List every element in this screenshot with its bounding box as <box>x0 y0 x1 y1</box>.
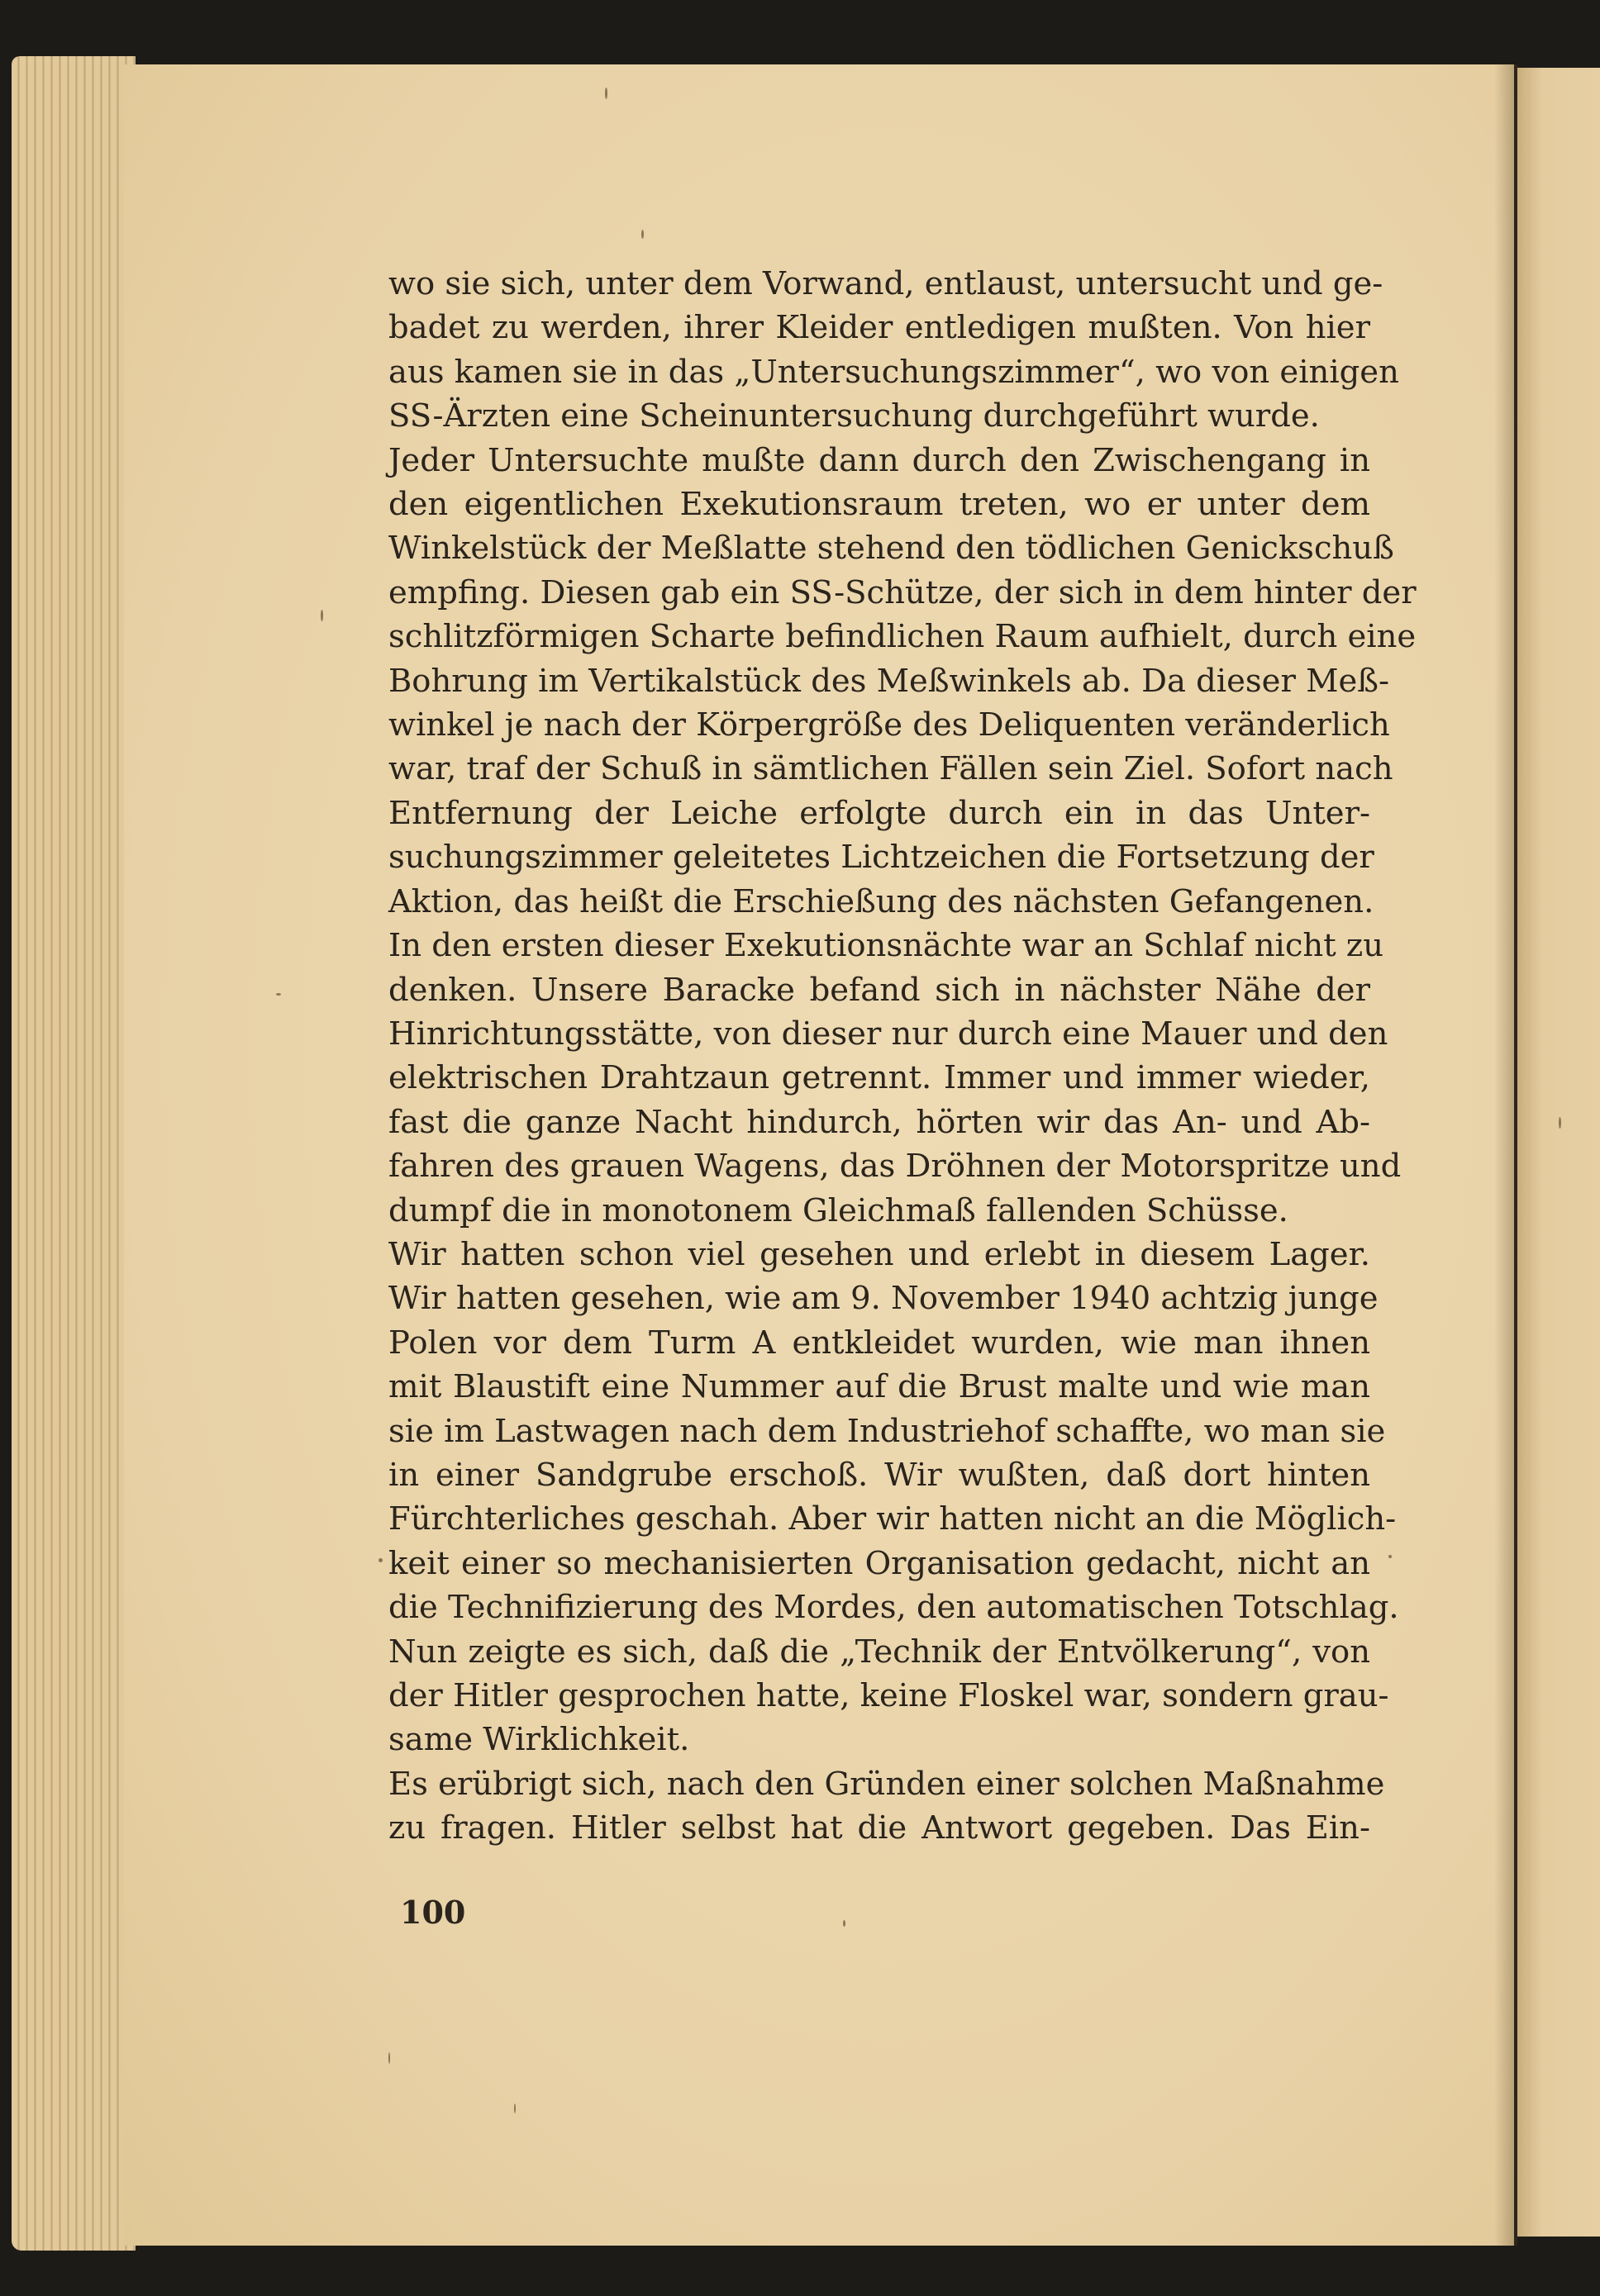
paper-speck <box>605 88 607 99</box>
paper-speck <box>379 1558 383 1562</box>
text-line: fast die ganze Nacht hindurch, hörten wir das An- und Ab- <box>388 1103 1370 1141</box>
text-line: winkel je nach der Körpergröße des Deliquenten veränderlich <box>388 706 1390 744</box>
page-edges <box>12 56 136 2251</box>
text-line: schlitzförmigen Scharte befindlichen Raum aufhielt, durch eine <box>388 618 1417 656</box>
text-line: Hinrichtungsstätte, von dieser nur durch eine Mauer und den <box>388 1015 1388 1053</box>
text-line: aus kamen sie in das „Untersuchungszimmer“, wo von einigen <box>388 353 1399 391</box>
text-line: elektrischen Drahtzaun getrennt. Immer und immer wieder, <box>388 1059 1370 1097</box>
text-line: same Wirklichkeit. <box>388 1721 690 1759</box>
text-line: Nun zeigte es sich, daß die „Technik der Entvölkerung“, von <box>388 1633 1370 1671</box>
text-line: zu fragen. Hitler selbst hat die Antwort gegeben. Das Ein- <box>388 1809 1370 1847</box>
text-line: mit Blaustift eine Nummer auf die Brust malte und wie man <box>388 1368 1370 1406</box>
paper-speck <box>276 993 281 996</box>
text-line: Winkelstück der Meßlatte stehend den tödlichen Genickschuß <box>388 530 1394 568</box>
paper-speck <box>1559 1117 1561 1129</box>
text-line: Bohrung im Vertikalstück des Meßwinkels ab. Da dieser Meß- <box>388 662 1390 700</box>
text-line: badet zu werden, ihrer Kleider entledigen mußten. Von hier <box>388 309 1370 347</box>
text-line: war, traf der Schuß in sämtlichen Fällen sein Ziel. Sofort nach <box>388 750 1393 788</box>
text-line: dumpf die in monotonem Gleichmaß fallenden Schüsse. <box>388 1191 1288 1229</box>
text-line: Entfernung der Leiche erfolgte durch ein in das Unter- <box>388 794 1370 832</box>
text-line: Wir hatten gesehen, wie am 9. November 1940 achtzig junge <box>388 1280 1379 1318</box>
text-line: wo sie sich, unter dem Vorwand, entlaust, untersucht und ge- <box>388 265 1383 302</box>
text-line: In den ersten dieser Exekutionsnächte war an Schlaf nicht zu <box>388 927 1383 965</box>
text-line: SS-Ärzten eine Scheinuntersuchung durchgeführt wurde. <box>388 397 1320 435</box>
text-line: der Hitler gesprochen hatte, keine Floskel war, sondern grau- <box>388 1677 1389 1714</box>
text-line: fahren des grauen Wagens, das Dröhnen der Motorspritze und <box>388 1148 1402 1186</box>
text-line: den eigentlichen Exekutionsraum treten, wo er unter dem <box>388 486 1370 524</box>
text-line: in einer Sandgrube erschoß. Wir wußten, daß dort hinten <box>388 1456 1370 1494</box>
gutter-shadow <box>1494 64 1517 2246</box>
text-line: Polen vor dem Turm A entkleidet wurden, wie man ihnen <box>388 1324 1370 1362</box>
text-line: denken. Unsere Baracke befand sich in nächster Nähe der <box>388 971 1370 1009</box>
text-line: Wir hatten schon viel gesehen und erlebt in diesem Lager. <box>388 1235 1370 1273</box>
paper-speck <box>843 1920 845 1927</box>
text-line: Es erübrigt sich, nach den Gründen einer solchen Maßnahme <box>388 1765 1385 1803</box>
text-line: Aktion, das heißt die Erschießung des nächsten Gefangenen. <box>388 882 1374 920</box>
text-line: keit einer so mechanisierten Organisation gedacht, nicht an <box>388 1544 1370 1582</box>
text-line: die Technifizierung des Mordes, den automatischen Totschlag. <box>388 1589 1399 1627</box>
text-line: suchungszimmer geleitetes Lichtzeichen die Fortsetzung der <box>388 839 1374 877</box>
paper-speck <box>514 2103 516 2113</box>
paper-speck <box>321 610 323 621</box>
text-line: Jeder Untersuchte mußte dann durch den Zwischengang in <box>388 441 1370 479</box>
text-line: Fürchterliches geschah. Aber wir hatten nicht an die Möglich- <box>388 1500 1397 1538</box>
paper-speck <box>1388 1555 1392 1558</box>
text-line: sie im Lastwagen nach dem Industriehof schaffte, wo man sie <box>388 1412 1386 1450</box>
paper-speck <box>641 230 644 239</box>
paper-speck <box>388 2052 390 2064</box>
page-number: 100 <box>400 1894 466 1931</box>
text-line: empfing. Diesen gab ein SS-Schütze, der sich in dem hinter der <box>388 573 1417 611</box>
body-text <box>388 262 1417 1851</box>
facing-page-edge <box>1517 68 1600 2237</box>
